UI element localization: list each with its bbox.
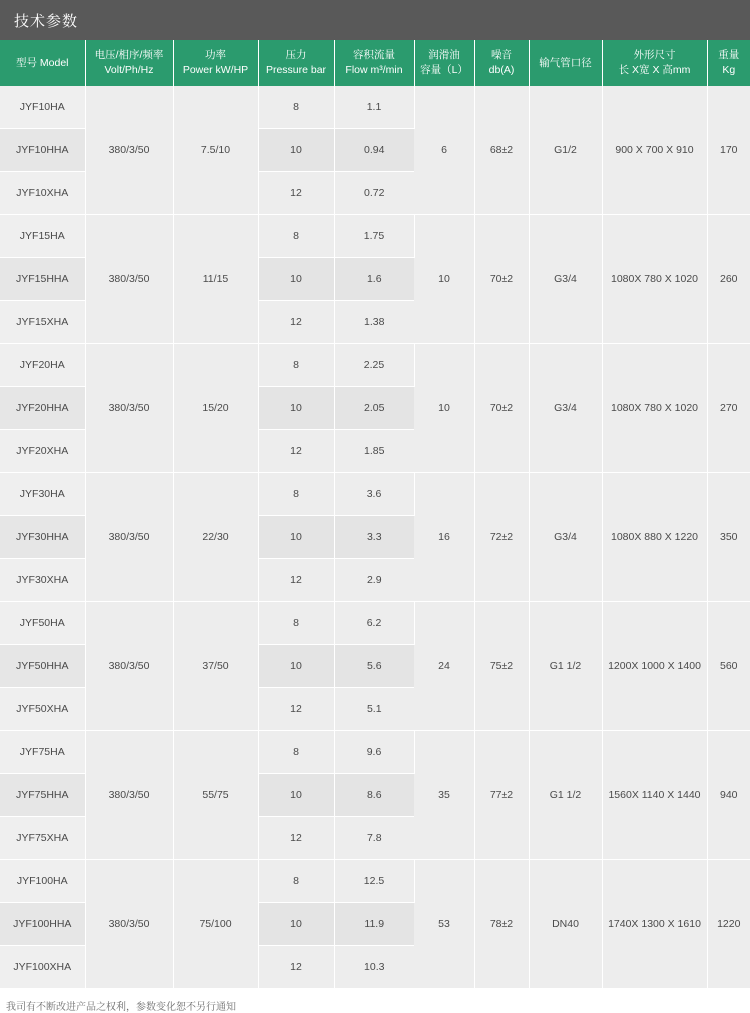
cell-weight: 560 [707,602,750,731]
cell-model: JYF20XHA [0,430,85,473]
cell-oil: 10 [414,344,474,473]
cell-noise: 70±2 [474,215,529,344]
cell-pipe: G1/2 [529,86,602,215]
col-header-size [602,40,707,86]
cell-weight: 350 [707,473,750,602]
cell-model: JYF10HA [0,86,85,129]
cell-flow: 10.3 [334,946,414,989]
cell-oil: 16 [414,473,474,602]
cell-pressure: 10 [258,516,334,559]
table-row [0,473,750,516]
cell-oil: 35 [414,731,474,860]
cell-model: JYF10HHA [0,129,85,172]
table-row [0,860,750,903]
cell-weight: 1220 [707,860,750,989]
page-title-bar [0,0,750,40]
cell-model: JYF20HA [0,344,85,387]
cell-pressure: 8 [258,602,334,645]
cell-pressure: 12 [258,688,334,731]
cell-model: JYF50HHA [0,645,85,688]
cell-noise: 70±2 [474,344,529,473]
cell-pressure: 8 [258,86,334,129]
cell-oil: 6 [414,86,474,215]
col-header-voltage-cn: 电压/相序/频率 [94,49,164,61]
cell-power: 11/15 [173,215,258,344]
cell-model: JYF15XHA [0,301,85,344]
cell-weight: 260 [707,215,750,344]
col-header-flow-cn: 容积流量 [353,49,395,61]
page-title: 技术参数 [14,12,79,30]
cell-size: 1080X 780 X 1020 [602,344,707,473]
col-header-pressure-cn: 压力 [285,49,307,61]
cell-voltage: 380/3/50 [85,602,173,731]
cell-weight: 270 [707,344,750,473]
cell-model: JYF75HHA [0,774,85,817]
col-header-pipe-cn: 输气管口径 [539,56,592,69]
cell-model: JYF30HA [0,473,85,516]
cell-model: JYF50XHA [0,688,85,731]
cell-flow: 5.6 [334,645,414,688]
cell-flow: 6.2 [334,602,414,645]
col-header-size-en: 长 X宽 X 高mm [618,64,691,77]
cell-model: JYF100XHA [0,946,85,989]
col-header-size-cn: 外形尺寸 [633,49,676,61]
cell-pressure: 10 [258,903,334,946]
col-header-flow-en: Flow m³/min [345,64,403,77]
cell-pipe: DN40 [529,860,602,989]
cell-flow: 0.94 [334,129,414,172]
cell-model: JYF15HA [0,215,85,258]
cell-pressure: 10 [258,645,334,688]
cell-flow: 11.9 [334,903,414,946]
col-header-oil-cn: 润滑油 [428,49,460,61]
cell-flow: 3.3 [334,516,414,559]
cell-model: JYF20HHA [0,387,85,430]
cell-pressure: 8 [258,344,334,387]
col-header-pressure [258,40,334,86]
cell-pressure: 8 [258,731,334,774]
cell-flow: 12.5 [334,860,414,903]
col-header-voltage [85,40,173,86]
cell-oil: 10 [414,215,474,344]
cell-size: 1080X 880 X 1220 [602,473,707,602]
table-header-row [0,40,750,86]
col-header-power [173,40,258,86]
cell-size: 1740X 1300 X 1610 [602,860,707,989]
cell-voltage: 380/3/50 [85,731,173,860]
cell-pipe: G1 1/2 [529,602,602,731]
col-header-weight [707,40,750,86]
cell-pressure: 12 [258,430,334,473]
cell-model: JYF50HA [0,602,85,645]
table-body [0,86,750,989]
col-header-noise-en: db(A) [488,64,515,77]
col-header-oil-en: 容量（L） [420,64,468,77]
cell-power: 55/75 [173,731,258,860]
cell-pressure: 10 [258,258,334,301]
cell-voltage: 380/3/50 [85,344,173,473]
cell-pressure: 12 [258,301,334,344]
cell-model: JYF75XHA [0,817,85,860]
cell-noise: 68±2 [474,86,529,215]
table-row [0,602,750,645]
cell-pressure: 12 [258,559,334,602]
footer-note: 我司有不断改进产品之权利，参数变化恕不另行通知 [6,1002,236,1013]
cell-voltage: 380/3/50 [85,215,173,344]
cell-pressure: 12 [258,946,334,989]
cell-oil: 53 [414,860,474,989]
col-header-oil [414,40,474,86]
col-header-weight-cn: 重量 [718,49,740,61]
cell-voltage: 380/3/50 [85,86,173,215]
cell-model: JYF100HA [0,860,85,903]
cell-flow: 5.1 [334,688,414,731]
cell-flow: 1.75 [334,215,414,258]
cell-noise: 77±2 [474,731,529,860]
col-header-model [0,40,85,86]
cell-size: 900 X 700 X 910 [602,86,707,215]
spec-table [0,40,750,989]
cell-noise: 72±2 [474,473,529,602]
cell-flow: 1.38 [334,301,414,344]
table-row [0,86,750,129]
col-header-model-cn: 型号 Model [15,56,69,69]
cell-size: 1200X 1000 X 1400 [602,602,707,731]
table-row [0,215,750,258]
cell-pressure: 8 [258,860,334,903]
cell-flow: 3.6 [334,473,414,516]
cell-flow: 1.1 [334,86,414,129]
cell-flow: 2.05 [334,387,414,430]
cell-pipe: G1 1/2 [529,731,602,860]
cell-model: JYF15HHA [0,258,85,301]
cell-weight: 940 [707,731,750,860]
cell-model: JYF30XHA [0,559,85,602]
cell-model: JYF75HA [0,731,85,774]
cell-voltage: 380/3/50 [85,473,173,602]
cell-flow: 8.6 [334,774,414,817]
col-header-noise-cn: 噪音 [491,49,512,61]
cell-pressure: 8 [258,473,334,516]
col-header-power-cn: 功率 [205,49,226,61]
table-row [0,731,750,774]
cell-weight: 170 [707,86,750,215]
cell-noise: 78±2 [474,860,529,989]
cell-size: 1560X 1140 X 1440 [602,731,707,860]
cell-flow: 0.72 [334,172,414,215]
cell-pressure: 10 [258,129,334,172]
cell-oil: 24 [414,602,474,731]
cell-size: 1080X 780 X 1020 [602,215,707,344]
cell-power: 7.5/10 [173,86,258,215]
cell-noise: 75±2 [474,602,529,731]
cell-power: 15/20 [173,344,258,473]
cell-pressure: 12 [258,172,334,215]
col-header-pressure-en: Pressure bar [265,64,327,77]
col-header-power-en: Power kW/HP [182,64,249,77]
cell-flow: 1.85 [334,430,414,473]
cell-model: JYF100HHA [0,903,85,946]
cell-power: 22/30 [173,473,258,602]
cell-power: 75/100 [173,860,258,989]
cell-pipe: G3/4 [529,473,602,602]
cell-pipe: G3/4 [529,344,602,473]
cell-flow: 2.25 [334,344,414,387]
cell-pressure: 10 [258,774,334,817]
table-row [0,344,750,387]
cell-voltage: 380/3/50 [85,860,173,989]
col-header-noise [474,40,529,86]
col-header-weight-en: Kg [722,64,736,77]
cell-model: JYF10XHA [0,172,85,215]
cell-flow: 7.8 [334,817,414,860]
col-header-voltage-en: Volt/Ph/Hz [104,64,154,77]
cell-pressure: 10 [258,387,334,430]
col-header-flow [334,40,414,86]
col-header-pipe [529,40,602,86]
cell-flow: 1.6 [334,258,414,301]
cell-flow: 9.6 [334,731,414,774]
cell-pipe: G3/4 [529,215,602,344]
cell-power: 37/50 [173,602,258,731]
cell-pressure: 12 [258,817,334,860]
cell-pressure: 8 [258,215,334,258]
cell-model: JYF30HHA [0,516,85,559]
cell-flow: 2.9 [334,559,414,602]
